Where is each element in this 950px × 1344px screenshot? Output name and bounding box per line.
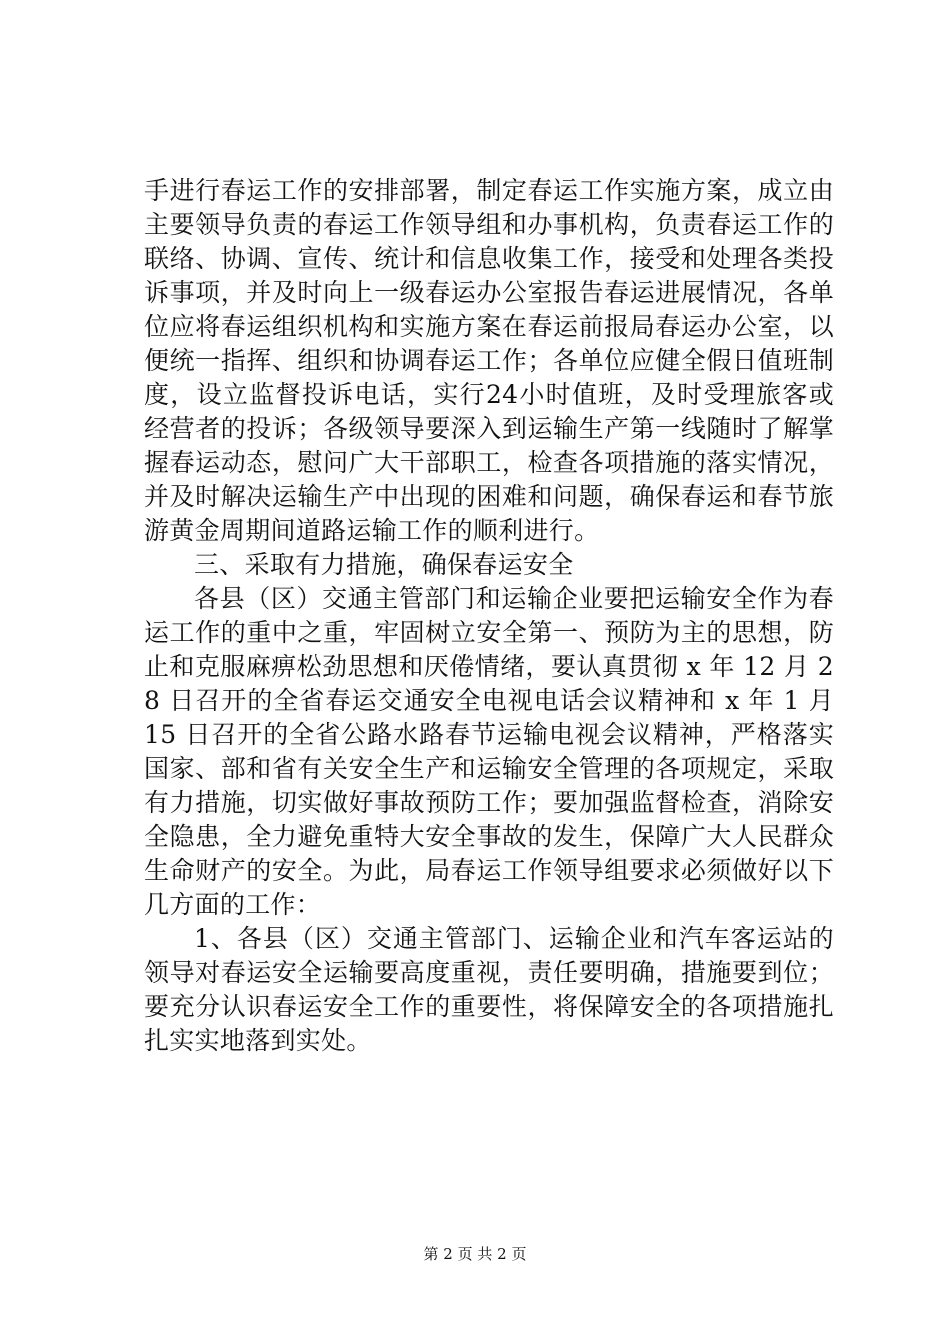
body-paragraph-safety: 各县（区）交通主管部门和运输企业要把运输安全作为春运工作的重中之重，牢固树立安全第一、预防为主的思想，防止和克服麻痹松劲思想和厌倦情绪，要认真贯彻 x 年 12 月 28 日召开的全省春运交通安全电视电话会议精神和 x 年 1 月 15 日召开的全省公路水路春节运输电视会议精神，严格落实国家、部和省有关安全生产和运输安全管理的各项规定，采取有力措施，切实做好事故预防工作；要加强监督检查，消除安全隐患，全力避免重特大安全事故的发生，保障广大人民群众生命财产的安全。为此，局春运工作领导组要求必须做好以下几方面的工作： (144, 584, 834, 919)
section-heading: 三、采取有力措施，确保春运安全 (194, 550, 574, 579)
document-body (144, 174, 834, 1058)
body-paragraph-item-1: 1、各县（区）交通主管部门、运输企业和汽车客运站的领导对春运安全运输要高度重视，责任要明确，措施要到位；要充分认识春运安全工作的重要性，将保障安全的各项措施扎扎实实地落到实处。 (144, 924, 834, 1055)
body-paragraph-continuation: 手进行春运工作的安排部署，制定春运工作实施方案，成立由主要领导负责的春运工作领导组和办事机构，负责春运工作的联络、协调、宣传、统计和信息收集工作，接受和处理各类投诉事项，并及时向上一级春运办公室报告春运进展情况，各单位应将春运组织机构和实施方案在春运前报局春运办公室，以便统一指挥、组织和协调春运工作；各单位应健全假日值班制度，设立监督投诉电话，实行24小时值班，及时受理旅客或经营者的投诉；各级领导要深入到运输生产第一线随时了解掌握春运动态，慰问广大干部职工，检查各项措施的落实情况，并及时解决运输生产中出现的困难和问题，确保春运和春节旅游黄金周期间道路运输工作的顺利进行。 (144, 176, 834, 545)
page-footer: 第 2 页 共 2 页 (423, 1245, 527, 1263)
